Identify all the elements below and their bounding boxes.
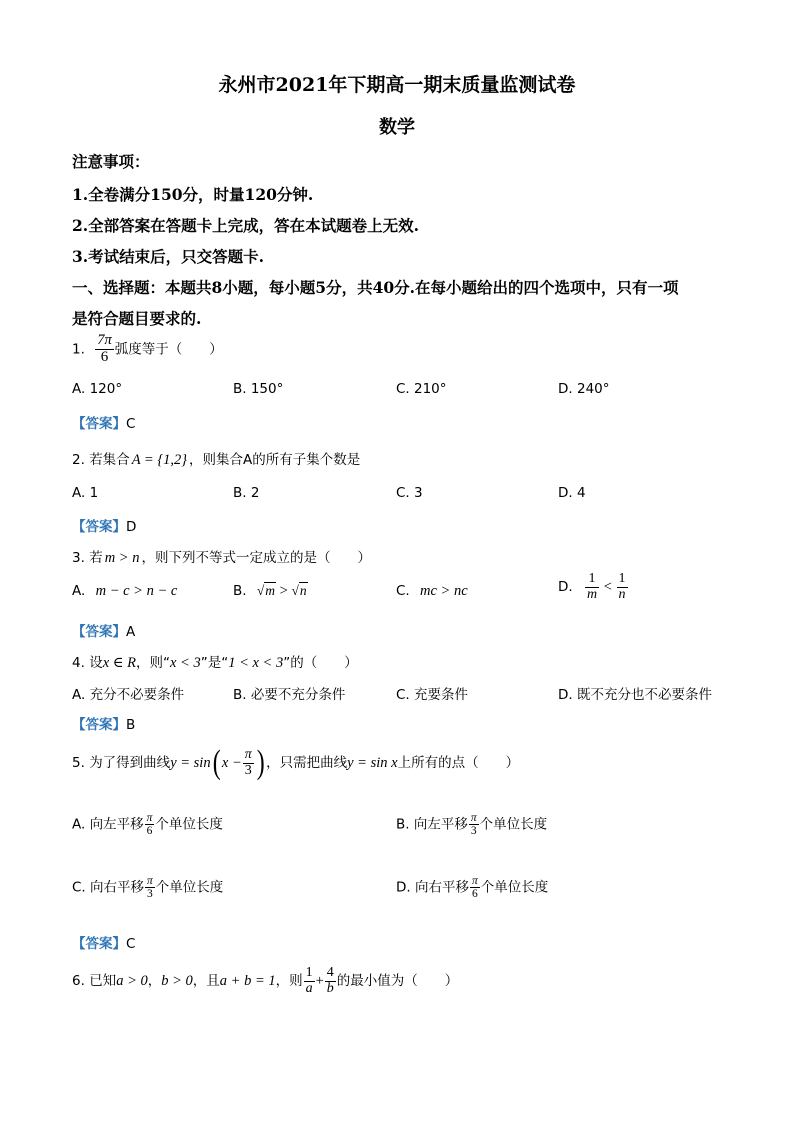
option-c: C. 3 <box>396 485 423 501</box>
section-heading: 一、选择题：本题共8小题，每小题5分，共40分.在每小题给出的四个选项中，只有一项 <box>72 278 679 297</box>
sqrt-expression: √m <box>256 583 276 598</box>
option-d: D. $\frac{1}{m}$ < $\frac{1}{n}$ <box>558 571 626 602</box>
option-a: A. 1 <box>72 485 99 501</box>
question-text: 若集合 <box>89 452 130 468</box>
math-expression: 1 < x < 3 <box>228 655 284 671</box>
sqrt-expression: √n <box>291 583 307 598</box>
answer-5 <box>72 932 135 952</box>
option-d: D. 240° <box>558 381 610 397</box>
notice-heading: 注意事项： <box>72 152 150 171</box>
fraction: $\frac{\pi}{6}$ <box>471 875 478 901</box>
fraction: $\frac{4}{b}$ <box>326 965 334 996</box>
option-a: A. 充分不必要条件 <box>72 687 185 703</box>
fraction: $\frac{\pi}{3}$ <box>244 746 252 778</box>
notice-item-1: 1.全卷满分150分，时量120分钟. <box>72 185 314 204</box>
answer-tag: 【答案】 <box>72 936 126 952</box>
question-number: 2. <box>72 452 85 468</box>
fraction: $\frac{\pi}{6}$ <box>146 812 153 838</box>
fraction-numerator: 7π <box>97 332 112 348</box>
question-1 <box>72 333 223 366</box>
answer-3 <box>72 620 135 640</box>
math-expression: y = sin x <box>347 755 398 771</box>
option-c: C. mc > nc <box>396 583 468 599</box>
exam-title: 永州市2021年下期高一期末质量监测试卷 <box>218 74 576 96</box>
math-expression: m − c > n − c <box>95 583 178 599</box>
question-6: 6. 已知a > 0，b > 0，且a + b = 1，则 $\frac{1}{a}$ + $\frac{4}{b}$ 的最小值为（ ） <box>72 965 459 996</box>
question-number: 5. <box>72 755 85 771</box>
question-number: 1. <box>72 341 85 358</box>
math-expression: mc > nc <box>420 583 468 599</box>
fraction: $\frac{\pi}{3}$ <box>147 875 153 901</box>
answer-value: B <box>126 717 136 733</box>
question-text: 弧度等于（ ） <box>114 341 223 358</box>
question-5: 5. 为了得到曲线y = sin( x − $\frac{\pi}{3}$ ) ，只需把曲线y = sin x上所有的点（ ） <box>72 744 520 781</box>
option-c: C. 向右平移 $\frac{\pi}{3}$ 个单位长度 <box>72 875 224 901</box>
answer-tag: 【答案】 <box>72 717 126 733</box>
question-number: 4. <box>72 655 85 671</box>
answer-value: A <box>126 624 136 640</box>
fraction: $\frac{\pi}{3}$ <box>470 812 477 838</box>
fraction: $\frac{1}{a}$ <box>305 965 313 996</box>
math-expression: x < 3 <box>169 655 201 671</box>
notice-item-2: 2.全部答案在答题卡上完成，答在本试题卷上无效. <box>72 216 420 235</box>
answer-tag: 【答案】 <box>72 416 126 432</box>
question-number: 3. <box>72 550 85 566</box>
subject-title: 数学 <box>379 117 415 138</box>
question-text: ，则集合A的所有子集个数是 <box>189 452 361 468</box>
question-3 <box>72 546 371 567</box>
answer-value: D <box>126 519 137 535</box>
notice-item-3: 3.考试结束后，只交答题卡. <box>72 247 265 266</box>
option-d: D. 4 <box>558 485 586 501</box>
option-c: C. 充要条件 <box>396 687 469 703</box>
option-b: B. 向左平移 $\frac{\pi}{3}$ 个单位长度 <box>396 812 548 838</box>
answer-tag: 【答案】 <box>72 624 126 640</box>
question-text: 若 <box>89 550 103 566</box>
answer-2 <box>72 515 136 535</box>
section-heading-cont: 是符合题目要求的. <box>72 309 202 328</box>
math-condition: m > n <box>104 550 140 566</box>
fraction <box>95 333 114 366</box>
question-text: ，则下列不等式一定成立的是（ ） <box>141 550 371 566</box>
fraction-denominator: 6 <box>100 348 109 365</box>
option-b: B. √m > √n <box>233 583 307 599</box>
option-a: A. 向左平移 $\frac{\pi}{6}$ 个单位长度 <box>72 812 223 838</box>
fraction: $\frac{1}{m}$ <box>586 571 598 602</box>
math-set: A = {1,2} <box>131 452 188 468</box>
answer-4 <box>72 713 135 733</box>
option-a: A. 120° <box>72 381 123 397</box>
fraction: $\frac{1}{n}$ <box>618 571 626 602</box>
option-d: D. 向右平移 $\frac{\pi}{6}$ 个单位长度 <box>396 875 549 901</box>
math-expression: a + b = 1 <box>219 973 276 990</box>
math-expression: b > 0 <box>161 973 193 990</box>
option-b: B. 2 <box>233 485 260 501</box>
question-number: 6. <box>72 973 85 990</box>
question-2 <box>72 448 360 469</box>
answer-value: C <box>126 416 136 432</box>
option-c: C. 210° <box>396 381 447 397</box>
math-expression: y = sin <box>170 755 211 771</box>
option-a: A. m − c > n − c <box>72 583 178 599</box>
option-d: D. 既不充分也不必要条件 <box>558 687 712 703</box>
answer-1 <box>72 412 135 432</box>
option-b: B. 150° <box>233 381 284 397</box>
question-4: 4. 设x ∈ R，则“x < 3”是“1 < x < 3”的（ ） <box>72 655 358 671</box>
answer-tag: 【答案】 <box>72 519 126 535</box>
math-expression: a > 0 <box>116 973 148 990</box>
math-expression: x ∈ R <box>102 655 136 671</box>
answer-value: C <box>126 936 136 952</box>
option-b: B. 必要不充分条件 <box>233 687 346 703</box>
